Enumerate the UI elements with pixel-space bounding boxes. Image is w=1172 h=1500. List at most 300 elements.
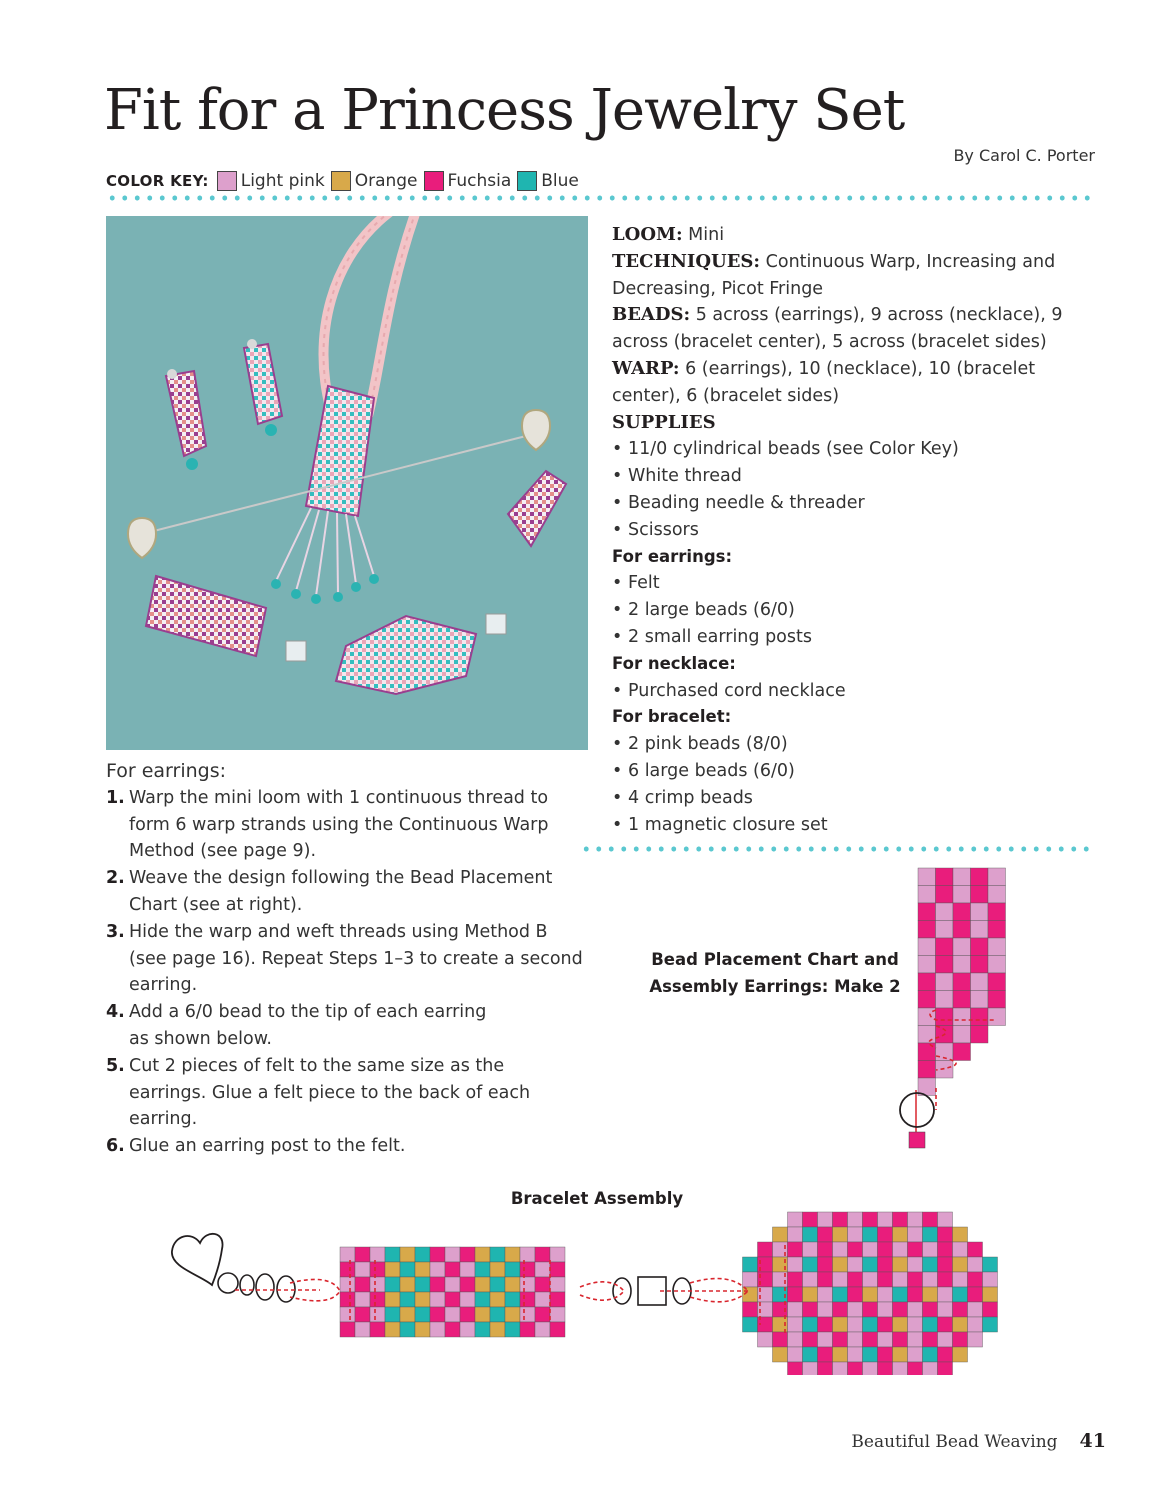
bead-cell <box>355 1277 370 1292</box>
bead-cell <box>788 1287 803 1302</box>
earrings-instructions-heading: For earrings: <box>106 760 227 782</box>
bead-cell <box>818 1212 833 1227</box>
bead-cell <box>953 1287 968 1302</box>
bead-cell <box>803 1347 818 1362</box>
supply-item: • 1 magnetic closure set <box>612 812 1092 839</box>
page-footer <box>851 1430 1106 1452</box>
bead-cell <box>415 1292 430 1307</box>
instruction-step <box>106 1133 586 1160</box>
bead-cell <box>400 1292 415 1307</box>
bead-cell <box>953 886 971 904</box>
bead-cell <box>743 1302 758 1317</box>
bead-cell <box>936 973 954 991</box>
earring-large-bead-icon <box>900 1090 934 1148</box>
bead-cell <box>520 1307 535 1322</box>
bead-cell <box>848 1227 863 1242</box>
instruction-step <box>106 1053 586 1133</box>
bead-cell <box>475 1292 490 1307</box>
bead-cell <box>505 1322 520 1337</box>
bead-cell <box>988 938 1006 956</box>
bead-cell <box>803 1287 818 1302</box>
bead-cell <box>878 1347 893 1362</box>
bead-cell <box>400 1322 415 1337</box>
bead-cell <box>385 1307 400 1322</box>
step-text: Add a 6/0 bead to the tip of each earring as shown below. <box>129 1002 487 1049</box>
bead-cell <box>953 1227 968 1242</box>
bead-cell <box>988 886 1006 904</box>
bead-cell <box>988 1008 1006 1026</box>
bead-cell <box>340 1247 355 1262</box>
bracelet-assembly-diagram <box>160 1205 1010 1375</box>
bead-cell <box>938 1287 953 1302</box>
bead-cell <box>936 991 954 1009</box>
bead-cell <box>908 1227 923 1242</box>
bead-cell <box>908 1347 923 1362</box>
bead-cell <box>893 1287 908 1302</box>
step-number: 6. <box>106 1136 125 1157</box>
earring-chart-caption <box>640 946 910 1000</box>
heart-clasp-icon <box>172 1234 223 1285</box>
bead-cell <box>863 1362 878 1375</box>
earring-chart-caption-line2: Assembly Earrings: Make 2 <box>649 977 901 996</box>
bead-cell <box>953 1302 968 1317</box>
color-key-light-pink: Light pink <box>240 171 325 191</box>
bead-cell <box>818 1257 833 1272</box>
bead-cell <box>445 1262 460 1277</box>
bead-cell <box>833 1347 848 1362</box>
bead-cell <box>340 1277 355 1292</box>
bead-cell <box>833 1272 848 1287</box>
bead-cell <box>878 1317 893 1332</box>
bead-cell <box>788 1362 803 1375</box>
bead-cell <box>400 1307 415 1322</box>
bead-cell <box>983 1317 998 1332</box>
bead-cell <box>803 1242 818 1257</box>
bead-cell <box>936 1008 954 1026</box>
bead-cell <box>923 1242 938 1257</box>
bead-cell <box>385 1277 400 1292</box>
bead-cell <box>848 1287 863 1302</box>
bead-cell <box>400 1262 415 1277</box>
bead-cell <box>400 1277 415 1292</box>
bead-cell <box>385 1322 400 1337</box>
bead-cell <box>863 1302 878 1317</box>
bead-cell <box>908 1272 923 1287</box>
bead-cell <box>803 1257 818 1272</box>
bead-cell <box>773 1332 788 1347</box>
bead-cell <box>535 1262 550 1277</box>
supply-item: • 2 small earring posts <box>612 624 1092 651</box>
warp-spec <box>612 356 1092 410</box>
bead-cell <box>988 921 1006 939</box>
bead-cell <box>878 1242 893 1257</box>
bead-cell <box>918 956 936 974</box>
bracelet-center-bead-grid <box>743 1212 998 1375</box>
bead-cell <box>505 1262 520 1277</box>
bead-cell <box>953 921 971 939</box>
bead-cell <box>833 1302 848 1317</box>
bead-cell <box>893 1332 908 1347</box>
bead-cell <box>893 1302 908 1317</box>
bead-cell <box>938 1272 953 1287</box>
bead-cell <box>953 1347 968 1362</box>
bead-cell <box>818 1272 833 1287</box>
bead-cell <box>918 886 936 904</box>
bead-cell <box>490 1322 505 1337</box>
bead-cell <box>893 1317 908 1332</box>
bead-cell <box>415 1277 430 1292</box>
step-text: Hide the warp and weft threads using Method B (see page 16). Repeat Steps 1–3 to create a second earring. <box>129 921 583 996</box>
bead-cell <box>848 1317 863 1332</box>
supply-item: • 4 crimp beads <box>612 785 1092 812</box>
bead-cell <box>971 868 989 886</box>
bead-cell <box>938 1332 953 1347</box>
bead-cell <box>788 1317 803 1332</box>
necklace-supplies-label: For necklace: <box>612 653 736 673</box>
bead-cell <box>818 1287 833 1302</box>
bead-cell <box>878 1227 893 1242</box>
bead-cell <box>968 1332 983 1347</box>
color-key-label: COLOR KEY: <box>106 172 209 190</box>
bead-cell <box>460 1322 475 1337</box>
bead-cell <box>923 1302 938 1317</box>
bead-cell <box>971 1008 989 1026</box>
bead-cell <box>953 1043 971 1061</box>
bead-cell <box>936 921 954 939</box>
bead-cell <box>773 1347 788 1362</box>
bracelet-beads-left <box>218 1273 295 1302</box>
bead-cell <box>983 1302 998 1317</box>
bead-cell <box>878 1287 893 1302</box>
bead-cell <box>788 1332 803 1347</box>
step-number: 4. <box>106 1002 125 1023</box>
bead-cell <box>803 1227 818 1242</box>
bead-cell <box>938 1227 953 1242</box>
specs-column <box>612 222 1092 838</box>
loom-value: Mini <box>688 225 725 245</box>
bead-cell <box>953 903 971 921</box>
dotted-divider-top <box>106 195 1096 201</box>
bead-cell <box>908 1317 923 1332</box>
bead-cell <box>848 1242 863 1257</box>
bead-cell <box>475 1277 490 1292</box>
dotted-divider-mid <box>580 846 1096 852</box>
bead-cell <box>773 1227 788 1242</box>
bead-cell <box>918 991 936 1009</box>
bead-cell <box>833 1362 848 1375</box>
bead-cell <box>475 1322 490 1337</box>
bead-cell <box>430 1307 445 1322</box>
bead-cell <box>355 1322 370 1337</box>
earring-bead-chart <box>880 860 1020 1155</box>
earring-bead-grid <box>918 868 1006 1096</box>
bead-cell <box>878 1332 893 1347</box>
bead-cell <box>953 956 971 974</box>
bead-cell <box>803 1332 818 1347</box>
techniques-label: TECHNIQUES: <box>612 250 761 272</box>
bead-cell <box>490 1292 505 1307</box>
bead-cell <box>460 1247 475 1262</box>
bead-cell <box>863 1332 878 1347</box>
bead-cell <box>505 1307 520 1322</box>
bead-cell <box>938 1362 953 1375</box>
bead-cell <box>908 1212 923 1227</box>
bead-cell <box>475 1262 490 1277</box>
bead-cell <box>818 1227 833 1242</box>
bead-cell <box>923 1257 938 1272</box>
bead-cell <box>818 1347 833 1362</box>
bead-cell <box>923 1347 938 1362</box>
bead-cell <box>923 1287 938 1302</box>
supply-item: • Felt <box>612 570 1092 597</box>
bracelet-caption: Bracelet Assembly <box>510 1189 684 1208</box>
bead-cell <box>788 1212 803 1227</box>
step-number: 5. <box>106 1055 125 1076</box>
bead-cell <box>848 1257 863 1272</box>
supply-item: • 6 large beads (6/0) <box>612 758 1092 785</box>
warp-value: 6 (earrings), 10 (necklace), 10 (bracelet center), 6 (bracelet sides) <box>612 358 1036 406</box>
bead-cell <box>893 1257 908 1272</box>
bead-cell <box>908 1257 923 1272</box>
bead-cell <box>490 1247 505 1262</box>
bead-cell <box>430 1322 445 1337</box>
bead-cell <box>863 1257 878 1272</box>
bead-cell <box>953 1026 971 1044</box>
bead-cell <box>788 1227 803 1242</box>
bead-cell <box>385 1292 400 1307</box>
bead-cell <box>988 956 1006 974</box>
color-key-blue: Blue <box>541 171 579 191</box>
bead-cell <box>988 868 1006 886</box>
bead-cell <box>415 1247 430 1262</box>
bead-cell <box>848 1212 863 1227</box>
bead-cell <box>370 1277 385 1292</box>
bead-cell <box>908 1287 923 1302</box>
bead-cell <box>788 1242 803 1257</box>
beads-label: BEADS: <box>612 304 691 326</box>
bead-cell <box>490 1307 505 1322</box>
bead-cell <box>535 1307 550 1322</box>
bead-cell <box>803 1212 818 1227</box>
bead-cell <box>370 1322 385 1337</box>
bead-cell <box>445 1277 460 1292</box>
techniques-spec <box>612 249 1092 303</box>
bead-cell <box>918 1026 936 1044</box>
bead-cell <box>918 973 936 991</box>
bead-cell <box>893 1362 908 1375</box>
swatch-orange <box>331 171 351 191</box>
bead-cell <box>878 1272 893 1287</box>
bead-cell <box>490 1262 505 1277</box>
bead-cell <box>918 903 936 921</box>
supplies-heading: SUPPLIES <box>612 411 716 433</box>
bead-cell <box>988 903 1006 921</box>
bead-cell <box>923 1227 938 1242</box>
bead-cell <box>550 1277 565 1292</box>
bead-cell <box>550 1307 565 1322</box>
supply-item: • 2 large beads (6/0) <box>612 597 1092 624</box>
page-title: Fit for a Princess Jewelry Set <box>104 78 905 143</box>
bead-cell <box>505 1247 520 1262</box>
bead-cell <box>863 1317 878 1332</box>
earring-chart-caption-line1: Bead Placement Chart and <box>651 950 899 969</box>
bead-cell <box>550 1292 565 1307</box>
bead-cell <box>833 1287 848 1302</box>
bead-cell <box>460 1262 475 1277</box>
bead-cell <box>863 1272 878 1287</box>
bead-cell <box>445 1307 460 1322</box>
bead-cell <box>818 1332 833 1347</box>
bead-cell <box>385 1262 400 1277</box>
bead-cell <box>968 1257 983 1272</box>
step-text: Weave the design following the Bead Placement Chart (see at right). <box>129 868 553 915</box>
step-text: Glue an earring post to the felt. <box>129 1136 406 1157</box>
bracelet-beads-center <box>613 1277 691 1305</box>
bead-cell <box>758 1332 773 1347</box>
bead-cell <box>953 973 971 991</box>
step-text: Warp the mini loom with 1 continuous thread to form 6 warp strands using the Continuous Warp Method (see page 9). <box>129 787 549 862</box>
bead-cell <box>863 1287 878 1302</box>
bead-cell <box>918 868 936 886</box>
bead-cell <box>550 1322 565 1337</box>
bead-cell <box>520 1247 535 1262</box>
warp-label: WARP: <box>612 357 680 379</box>
bead-cell <box>340 1322 355 1337</box>
bead-cell <box>430 1277 445 1292</box>
color-key-fuchsia: Fuchsia <box>447 171 512 191</box>
bead-cell <box>848 1347 863 1362</box>
bead-cell <box>938 1212 953 1227</box>
bead-cell <box>971 938 989 956</box>
bead-cell <box>863 1227 878 1242</box>
bead-cell <box>743 1272 758 1287</box>
instruction-step <box>106 999 586 1053</box>
supply-item: • 11/0 cylindrical beads (see Color Key) <box>612 436 1092 463</box>
bead-cell <box>430 1262 445 1277</box>
bead-cell <box>893 1272 908 1287</box>
bead-cell <box>968 1272 983 1287</box>
bead-cell <box>415 1307 430 1322</box>
bead-cell <box>918 921 936 939</box>
beads-value: 5 across (earrings), 9 across (necklace), 9 across (bracelet center), 5 across (bracelet sides) <box>612 305 1063 353</box>
bead-cell <box>535 1292 550 1307</box>
bead-cell <box>953 1272 968 1287</box>
supply-item: • Beading needle & threader <box>612 490 1092 517</box>
book-title: Beautiful Bead Weaving <box>851 1432 1058 1452</box>
bead-cell <box>968 1302 983 1317</box>
bead-cell <box>893 1242 908 1257</box>
bead-cell <box>923 1212 938 1227</box>
bead-cell <box>385 1247 400 1262</box>
bracelet-side-bead-grid <box>340 1247 565 1337</box>
bead-cell <box>953 991 971 1009</box>
bead-cell <box>445 1292 460 1307</box>
bead-cell <box>863 1347 878 1362</box>
bead-cell <box>953 1317 968 1332</box>
bead-cell <box>893 1227 908 1242</box>
bead-cell <box>475 1247 490 1262</box>
bead-cell <box>550 1262 565 1277</box>
bead-cell <box>475 1307 490 1322</box>
bead-cell <box>818 1242 833 1257</box>
step-number: 1. <box>106 787 125 808</box>
bead-cell <box>535 1277 550 1292</box>
instruction-step <box>106 919 586 999</box>
bead-cell <box>818 1362 833 1375</box>
bead-cell <box>520 1322 535 1337</box>
bead-cell <box>818 1317 833 1332</box>
bead-cell <box>788 1257 803 1272</box>
bead-cell <box>938 1317 953 1332</box>
bead-cell <box>833 1317 848 1332</box>
bead-cell <box>878 1362 893 1375</box>
bead-cell <box>788 1272 803 1287</box>
bead-cell <box>983 1272 998 1287</box>
jewelry-photo-illustration <box>106 216 588 750</box>
bead-cell <box>908 1332 923 1347</box>
bead-cell <box>355 1262 370 1277</box>
bead-cell <box>983 1287 998 1302</box>
bead-cell <box>938 1257 953 1272</box>
bead-cell <box>460 1292 475 1307</box>
step-number: 2. <box>106 868 125 889</box>
bead-cell <box>923 1362 938 1375</box>
bead-cell <box>968 1287 983 1302</box>
earrings-supplies-label: For earrings: <box>612 546 733 566</box>
bracelet-supplies-label: For bracelet: <box>612 707 732 727</box>
bead-cell <box>936 956 954 974</box>
bead-cell <box>370 1247 385 1262</box>
bead-cell <box>535 1247 550 1262</box>
bead-cell <box>953 1257 968 1272</box>
bead-cell <box>505 1277 520 1292</box>
product-photo <box>106 216 588 750</box>
bead-cell <box>938 1242 953 1257</box>
bead-cell <box>953 868 971 886</box>
bead-cell <box>971 903 989 921</box>
bead-cell <box>788 1347 803 1362</box>
bead-cell <box>936 886 954 904</box>
bead-cell <box>355 1307 370 1322</box>
bead-cell <box>803 1317 818 1332</box>
bead-cell <box>743 1257 758 1272</box>
bead-cell <box>938 1302 953 1317</box>
instruction-step <box>106 865 586 919</box>
bead-cell <box>535 1322 550 1337</box>
bead-cell <box>415 1322 430 1337</box>
bead-cell <box>848 1362 863 1375</box>
bead-cell <box>833 1257 848 1272</box>
bead-cell <box>490 1277 505 1292</box>
bead-cell <box>971 973 989 991</box>
beads-spec <box>612 302 1092 356</box>
bead-cell <box>758 1242 773 1257</box>
byline: By Carol C. Porter <box>953 146 1095 165</box>
loom-spec <box>612 222 1092 249</box>
bead-cell <box>971 886 989 904</box>
bead-cell <box>918 1061 936 1079</box>
color-key-orange: Orange <box>354 171 418 191</box>
bead-cell <box>430 1292 445 1307</box>
bead-cell <box>550 1247 565 1262</box>
bead-cell <box>908 1302 923 1317</box>
bead-cell <box>803 1362 818 1375</box>
bead-cell <box>445 1247 460 1262</box>
bead-cell <box>370 1292 385 1307</box>
bead-cell <box>848 1272 863 1287</box>
bead-cell <box>936 868 954 886</box>
bead-cell <box>400 1247 415 1262</box>
